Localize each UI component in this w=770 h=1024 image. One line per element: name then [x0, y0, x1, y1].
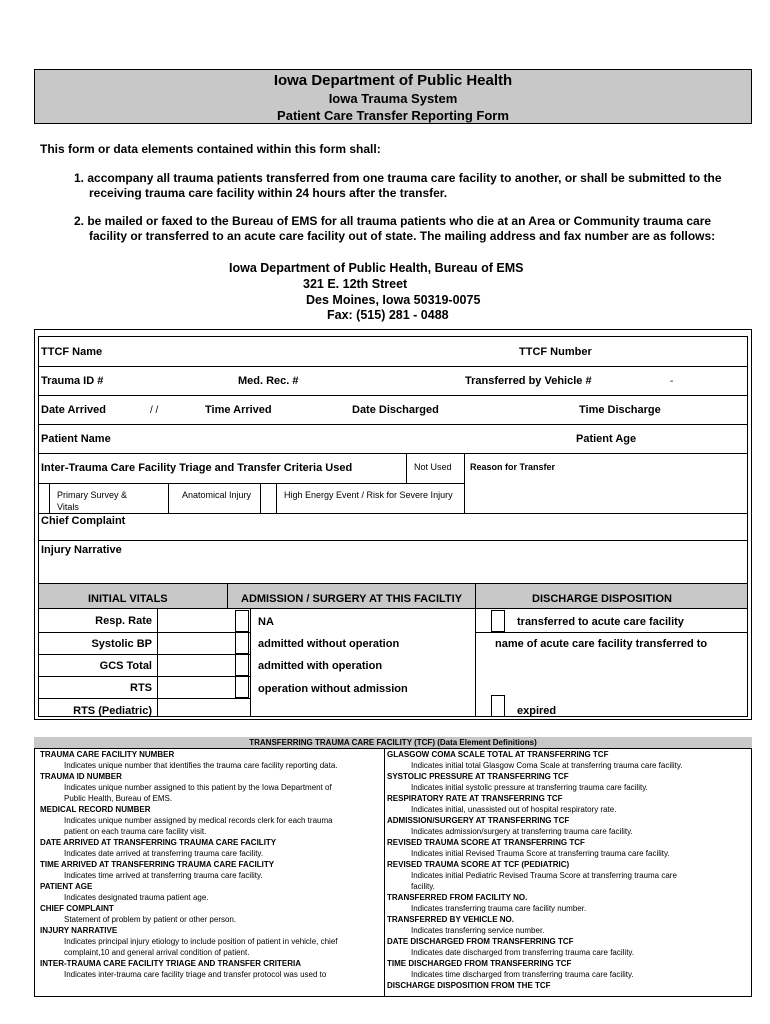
med-rec-label: Med. Rec. #	[238, 375, 299, 387]
transferred-by-vehicle-label: Transferred by Vehicle #	[465, 375, 592, 387]
admission-without-op-checkbox[interactable]	[235, 632, 249, 654]
op-without-admission-checkbox[interactable]	[235, 676, 249, 698]
intro-item2-line1: 2. be mailed or faxed to the Bureau of EMS for all trauma patients who die at an Area or Community trauma care	[74, 214, 712, 228]
definition-heading: ADMISSION/SURGERY AT TRANSFERRING TCF	[387, 816, 570, 825]
definition-text: Public Health, Bureau of EMS.	[64, 794, 173, 803]
definition-text: Indicates designated trauma patient age.	[64, 893, 209, 902]
definition-text: patient on each trauma care facility visit.	[64, 827, 207, 836]
definition-heading: GLASGOW COMA SCALE TOTAL AT TRANSFERRING TCF	[387, 750, 609, 759]
patient-name-label: Patient Name	[41, 433, 111, 445]
date-arrived-slashes: / /	[150, 405, 159, 416]
definition-text: Indicates initial Revised Trauma Score at transferring trauma care facility.	[411, 849, 670, 858]
admission-na-label: NA	[258, 616, 274, 628]
rts-label: RTS	[130, 682, 152, 694]
injury-narrative-label: Injury Narrative	[41, 544, 122, 556]
intro-item1-line1: 1. accompany all trauma patients transferred from one trauma care facility to another, or shall be submitted to the	[74, 171, 722, 185]
admission-heading: ADMISSION / SURGERY AT THIS FACILTIY	[241, 593, 463, 605]
definition-text: Indicates unique number that identifies the trauma care facility reporting data.	[64, 761, 338, 770]
date-arrived-label: Date Arrived	[41, 404, 107, 416]
definition-text: Indicates date discharged from transferring trauma care facility.	[411, 948, 635, 957]
discharge-expired-checkbox[interactable]	[491, 695, 505, 717]
address-city: Des Moines, Iowa 50319-0075	[306, 293, 481, 307]
admission-without-op-label: admitted without operation	[258, 638, 400, 650]
definitions-title: TRANSFERRING TRAUMA CARE FACILITY (TCF) (Data Element Definitions)	[34, 737, 752, 748]
address-fax: Fax: (515) 281 - 0488	[327, 308, 449, 322]
definitions-right-column	[387, 749, 749, 991]
definition-heading: RESPIRATORY RATE AT TRANSFERRING TCF	[387, 794, 563, 803]
definition-text: Indicates initial total Glasgow Coma Scale at transferring trauma care facility.	[411, 761, 683, 770]
definition-heading: TRAUMA CARE FACILITY NUMBER	[40, 750, 175, 759]
name-of-acute-facility-label: name of acute care facility transferred to	[495, 638, 708, 650]
definition-text: Statement of problem by patient or other person.	[64, 915, 237, 924]
definition-text: Indicates time arrived at transferring trauma care facility.	[64, 871, 263, 880]
triage-criteria-label: Inter-Trauma Care Facility Triage and Transfer Criteria Used	[41, 462, 353, 474]
address-org: Iowa Department of Public Health, Bureau of EMS	[229, 261, 524, 275]
intro-item2-line2: facility or transferred to an acute care facility out of state. The mailing address and fax number are as follows:	[89, 229, 716, 243]
definition-heading: DATE ARRIVED AT TRANSFERRING TRAUMA CARE FACILITY	[40, 838, 277, 847]
department-title: Iowa Department of Public Health	[273, 72, 513, 89]
form-name: Patient Care Transfer Reporting Form	[277, 108, 509, 123]
not-used-label: Not Used	[414, 462, 452, 472]
definition-text: Indicates unique number assigned by medical records clerk for each trauma	[64, 816, 333, 825]
definition-text: Indicates transferring service number.	[411, 926, 545, 935]
trauma-id-label: Trauma ID #	[41, 375, 104, 387]
definition-heading: CHIEF COMPLAINT	[40, 904, 114, 913]
patient-age-label: Patient Age	[576, 433, 637, 445]
resp-rate-label: Resp. Rate	[95, 615, 152, 627]
intro-lead: This form or data elements contained within this form shall:	[40, 142, 381, 156]
gcs-total-label: GCS Total	[99, 660, 152, 672]
definition-text: Indicates unique number assigned to this patient by the Iowa Department of	[64, 783, 332, 792]
definition-heading: REVISED TRAUMA SCORE AT TRANSFERRING TCF	[387, 838, 585, 847]
definition-heading: DISCHARGE DISPOSITION FROM THE TCF	[387, 981, 551, 990]
expired-label: expired	[517, 705, 557, 717]
rts-pediatric-label: RTS (Pediatric)	[73, 705, 152, 717]
discharge-transferred-checkbox[interactable]	[491, 610, 505, 632]
definition-heading: TRANSFERRED FROM FACILITY NO.	[387, 893, 528, 902]
definition-text: Indicates date arrived at transferring trauma care facility.	[64, 849, 264, 858]
anatomical-injury-label: Anatomical Injury	[182, 490, 252, 500]
definition-heading: TRANSFERRED BY VEHICLE NO.	[387, 915, 514, 924]
initial-vitals-heading: INITIAL VITALS	[88, 593, 168, 605]
definition-text: facility.	[411, 882, 435, 891]
definition-heading: INTER-TRAUMA CARE FACILITY TRIAGE AND TRANSFER CRITERIA	[40, 959, 302, 968]
definition-heading: SYSTOLIC PRESSURE AT TRANSFERRING TCF	[387, 772, 569, 781]
primary-survey-vitals-label: Vitals	[57, 502, 79, 512]
transferred-to-acute-label: transferred to acute care facility	[517, 616, 684, 628]
time-arrived-label: Time Arrived	[205, 404, 272, 416]
definition-heading: INJURY NARRATIVE	[40, 926, 118, 935]
definition-text: Indicates inter-trauma care facility triage and transfer protocol was used to	[64, 970, 327, 979]
high-energy-label: High Energy Event / Risk for Severe Injury	[284, 490, 453, 500]
admission-na-checkbox[interactable]	[235, 610, 249, 632]
op-without-admission-label: operation without admission	[258, 683, 408, 695]
form-header	[34, 69, 752, 124]
primary-survey-label: Primary Survey &	[57, 490, 128, 500]
systolic-bp-label: Systolic BP	[91, 638, 152, 650]
address-street: 321 E. 12th Street	[303, 277, 408, 291]
definition-text: Indicates initial Pediatric Revised Trauma Score at transferring trauma care	[411, 871, 677, 880]
definition-heading: TIME DISCHARGED FROM TRANSFERRING TCF	[387, 959, 572, 968]
definition-text: Indicates time discharged from transferring trauma care facility.	[411, 970, 634, 979]
chief-complaint-label: Chief Complaint	[41, 515, 126, 527]
ttcf-name-label: TTCF Name	[41, 346, 103, 358]
definition-heading: PATIENT AGE	[40, 882, 93, 891]
definition-text: Indicates principal injury etiology to include position of patient in vehicle, chief	[64, 937, 338, 946]
system-subtitle: Iowa Trauma System	[328, 91, 458, 106]
definition-text: complaint,10 and general arrival condition of patient.	[64, 948, 250, 957]
definition-heading: REVISED TRAUMA SCORE AT TCF (PEDIATRIC)	[387, 860, 570, 869]
discharge-heading: DISCHARGE DISPOSITION	[532, 593, 672, 605]
reason-for-transfer-label: Reason for Transfer	[470, 462, 556, 472]
definition-heading: DATE DISCHARGED FROM TRANSFERRING TCF	[387, 937, 574, 946]
definition-heading: MEDICAL RECORD NUMBER	[40, 805, 151, 814]
date-discharged-label: Date Discharged	[352, 404, 439, 416]
admission-with-op-label: admitted with operation	[258, 660, 383, 672]
admission-with-op-checkbox[interactable]	[235, 654, 249, 676]
ttcf-number-label: TTCF Number	[519, 346, 592, 358]
definitions-left-column	[40, 749, 380, 980]
definition-text: Indicates transferring trauma care facility number.	[411, 904, 587, 913]
definition-heading: TRAUMA ID NUMBER	[40, 772, 122, 781]
definition-heading: TIME ARRIVED AT TRANSFERRING TRAUMA CARE FACILITY	[40, 860, 275, 869]
definition-text: Indicates admission/surgery at transferring trauma care facility.	[411, 827, 633, 836]
vehicle-dash: -	[670, 376, 674, 387]
definition-text: Indicates initial, unassisted out of hospital respiratory rate.	[411, 805, 617, 814]
intro-item1-line2: receiving trauma care facility within 24 hours after the transfer.	[89, 186, 448, 200]
time-discharge-label: Time Discharge	[579, 404, 661, 416]
definition-text: Indicates initial systolic pressure at transferring trauma care facility.	[411, 783, 648, 792]
